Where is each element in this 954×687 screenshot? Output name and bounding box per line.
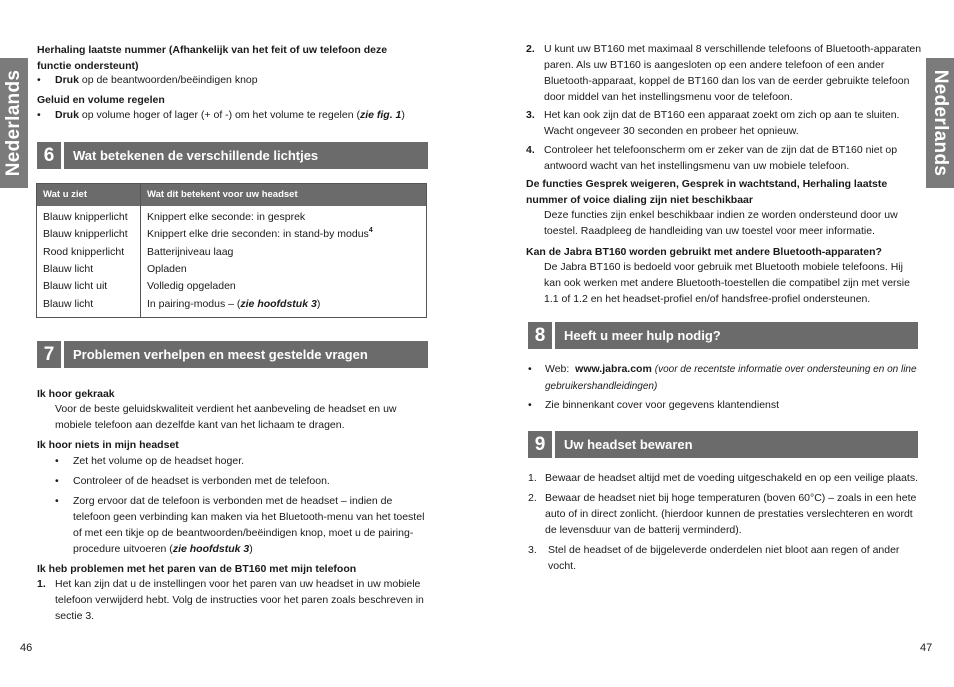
section-8-header: [528, 322, 918, 349]
redial-heading: Herhaling laatste nummer (Afhankelijk van het feit of uw telefoon deze functie ondersteunt): [37, 44, 388, 72]
bullet-icon: •: [528, 363, 532, 375]
bullet-icon: •: [528, 399, 532, 411]
redial-rest: op de beantwoorden/beëindigen knop: [78, 74, 258, 86]
table-cell-what: Rood knipperlicht: [43, 246, 125, 258]
section-7-header: [37, 341, 428, 368]
no-sound-list: [55, 453, 427, 557]
side-tab-right: [926, 58, 954, 188]
pairing-step-2: [526, 41, 922, 105]
side-tab-left: [0, 58, 28, 188]
table-cell-meaning: Opladen: [147, 263, 187, 275]
question-no-sound: Ik hoor niets in mijn headset: [37, 439, 179, 451]
section-9-title: Uw headset bewaren: [555, 431, 918, 458]
bullet-icon: •: [55, 475, 59, 487]
table-cell-what: Blauw knipperlicht: [43, 228, 128, 240]
lights-table: [36, 183, 427, 318]
redial-bullet: [37, 72, 427, 88]
step-text: Stel de headset of de bijgeleverde onderdelen niet bloot aan regen of ander vocht.: [548, 544, 900, 572]
help-cover-item: [528, 397, 918, 413]
list-item: [55, 493, 427, 557]
redial-bold: Druk: [55, 74, 79, 86]
web-label: Web:: [545, 363, 570, 375]
table-cell-ref: zie hoofdstuk 3: [240, 298, 317, 310]
section-6-header: [37, 142, 428, 169]
question-pairing: Ik heb problemen met het paren van de BT160 met mijn telefoon: [37, 563, 357, 575]
step-number: 2.: [526, 43, 535, 55]
bullet-icon: •: [55, 495, 59, 507]
question-functions: De functies Gesprek weigeren, Gesprek in wachtstand, Herhaling laatste nummer of voice dialing zijn niet beschikbaar: [526, 178, 888, 206]
step-text: Bewaar de headset niet bij hoge temperaturen (boven 60°C) – zoals in een hete auto of in direct zonlicht. (hierdoor kunnen de prestaties verslechteren en wordt de levensduur van de batterij verminderd).: [545, 492, 917, 536]
table-header: [37, 184, 426, 206]
table-cell-end: ): [316, 298, 321, 310]
volume-heading: Geluid en volume regelen: [37, 94, 165, 106]
help-web-item: [528, 361, 918, 395]
table-row: [37, 209, 426, 226]
answer-other-devices: De Jabra BT160 is bedoeld voor gebruik met Bluetooth mobiele telefoons. Hij kan ook werken met andere Bluetooth-toestellen die compatibel zijn met versie 1.1 of 1.2 en het headset-profiel en/of handsfree-profiel ondersteunen.: [544, 261, 910, 305]
storage-step-1: [528, 470, 920, 486]
step-number: 2.: [528, 492, 537, 504]
answer-functions: Deze functies zijn enkel beschikbaar indien ze worden ondersteund door uw toestel. Raadpleeg de handleiding van uw toestel voor meer informatie.: [544, 209, 898, 237]
step-text: Het kan zijn dat u de instellingen voor het paren van uw headset in uw mobiele telefoon verwijderd hebt. Volg de instructies voor het paren zoals beschreven in sectie 3.: [55, 578, 424, 622]
section-9-header: [528, 431, 918, 458]
table-cell-meaning: [147, 226, 373, 243]
step-number: 1.: [37, 578, 46, 590]
answer-crackle: Voor de beste geluidskwaliteit verdient het aanbeveling de headset en uw mobiele telefoon aan dezelfde kant van het lichaam te dragen.: [55, 403, 397, 431]
list-item: [55, 473, 427, 489]
cover-text: Zie binnenkant cover voor gegevens klantendienst: [545, 399, 780, 411]
section-6-title: Wat betekenen de verschillende lichtjes: [64, 142, 428, 169]
table-cell-meaning-text: Knippert elke drie seconden: in stand-by modus: [147, 228, 369, 240]
table-cell-meaning: Knippert elke seconde: in gesprek: [147, 211, 306, 223]
list-item-text: Controleer of de headset is verbonden met de telefoon.: [73, 475, 330, 487]
storage-step-2: [528, 490, 920, 538]
web-link[interactable]: www.jabra.com: [575, 363, 652, 375]
list-item-text: Zorg ervoor dat de telefoon is verbonden met de headset – indien de telefoon geen verbinding kan maken via het Bluetooth-menu van het toestel of met een tikje op de beantwoorden/beëindigen knop, moet u de pairing-procedure uitvoeren (: [73, 495, 425, 555]
section-9-number: 9: [528, 431, 552, 458]
list-item: [55, 453, 427, 469]
pairing-step-3: [526, 107, 922, 139]
question-crackle: Ik hoor gekraak: [37, 388, 115, 400]
list-item-end: ): [249, 543, 253, 555]
table-row: [37, 226, 426, 243]
step-number: 1.: [528, 472, 537, 484]
table-cell-what: Blauw knipperlicht: [43, 211, 128, 223]
table-cell-meaning-text: In pairing-modus – (: [147, 298, 241, 310]
step-number: 4.: [526, 144, 535, 156]
table-cell-what: Blauw licht: [43, 263, 94, 275]
table-header-meaning: Wat dit betekent voor uw headset: [147, 189, 298, 200]
step-number: 3.: [526, 109, 535, 121]
step-text: Controleer het telefoonscherm om er zeker van de zijn dat de BT160 niet op antwoord wacht van het instellingsmenu van uw mobiele telefoon.: [544, 144, 898, 172]
list-item-ref: zie hoofdstuk 3: [172, 543, 250, 555]
volume-end: ): [401, 109, 405, 121]
step-text: Bewaar de headset altijd met de voeding uitgeschakeld en op een veilige plaats.: [545, 472, 919, 484]
section-7-title: Problemen verhelpen en meest gestelde vragen: [64, 341, 428, 368]
side-tab-right-label: Nederlands: [930, 69, 951, 177]
bullet-icon: •: [55, 455, 59, 467]
table-cell-what: Blauw licht: [43, 298, 94, 310]
section-8-number: 8: [528, 322, 552, 349]
storage-step-3: [528, 542, 920, 574]
web-note: (voor de recentste informatie over ondersteuning en on line gebruikershandleidingen): [545, 364, 917, 392]
question-other-devices: Kan de Jabra BT160 worden gebruikt met andere Bluetooth-apparaten?: [526, 246, 882, 258]
side-tab-left-label: Nederlands: [3, 69, 24, 177]
table-row: [37, 278, 426, 295]
section-7-number: 7: [37, 341, 61, 368]
pairing-step-4: [526, 142, 922, 174]
volume-ref: zie fig. 1: [359, 109, 402, 121]
step-number: 3.: [528, 544, 537, 556]
table-row: [37, 261, 426, 278]
table-header-what: Wat u ziet: [43, 189, 87, 200]
bullet-icon: •: [37, 109, 41, 121]
volume-rest: op volume hoger of lager (+ of -) om het volume te regelen (: [78, 109, 360, 121]
pairing-step-1: [37, 576, 427, 624]
page-number-left: 46: [20, 642, 33, 654]
table-row: [37, 244, 426, 261]
list-item-text: Zet het volume op de headset hoger.: [73, 455, 245, 467]
table-cell-meaning: [147, 296, 320, 313]
step-text: U kunt uw BT160 met maximaal 8 verschillende telefoons of Bluetooth-apparaten paren. Als uw BT160 is aangesloten op een andere telefoon of een ander Bluetooth-apparaat, koppel de BT160 dan los van de eerder gebruikte telefoon door middel van het instellingsmenu voor de telefoon.: [544, 43, 922, 103]
section-6-number: 6: [37, 142, 61, 169]
volume-bullet: [37, 107, 427, 123]
table-cell-meaning: Batterijniveau laag: [147, 246, 234, 258]
section-8-title: Heeft u meer hulp nodig?: [555, 322, 918, 349]
volume-bold: Druk: [55, 109, 79, 121]
step-text: Het kan ook zijn dat de BT160 een apparaat zoekt om zich op aan te sluiten. Wacht ongeveer 30 seconden en probeer het opnieuw.: [544, 109, 900, 137]
table-cell-what: Blauw licht uit: [43, 280, 108, 292]
footnote-mark: 4: [368, 227, 373, 234]
table-cell-meaning: Volledig opgeladen: [147, 280, 236, 292]
page-number-right: 47: [920, 642, 933, 654]
table-row: [37, 296, 426, 313]
bullet-icon: •: [37, 74, 41, 86]
